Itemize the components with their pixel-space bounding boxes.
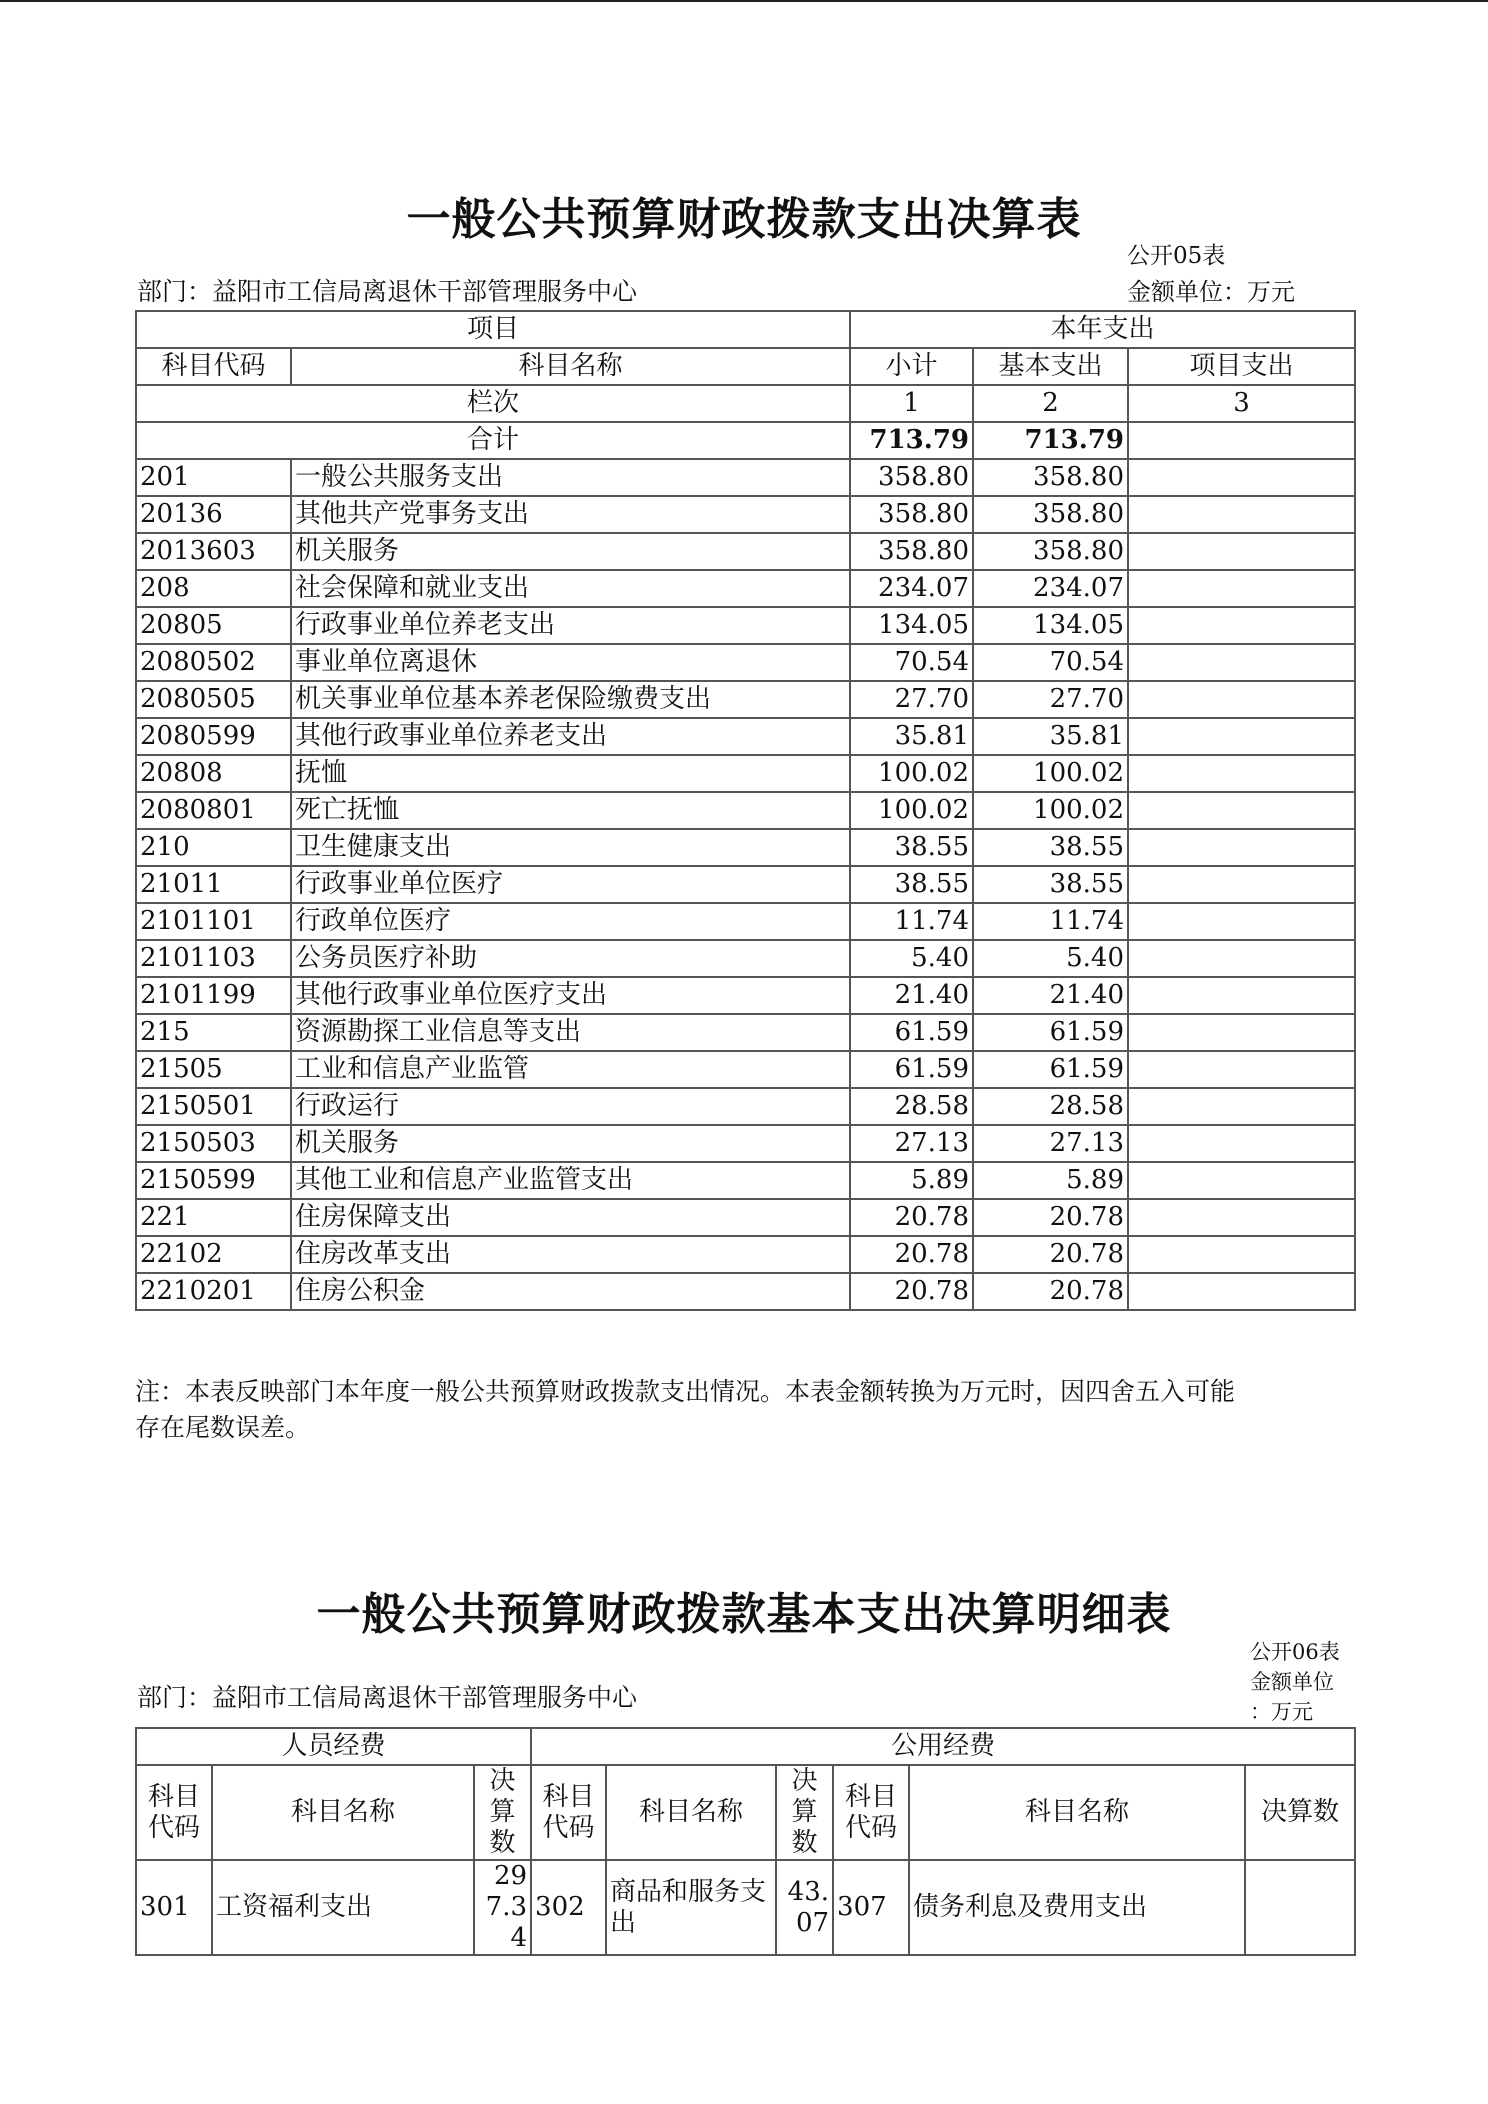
row-name: 死亡抚恤 [291, 792, 850, 829]
table-row [136, 755, 1355, 792]
row-basic: 27.70 [973, 681, 1128, 718]
row-code: 2150599 [136, 1162, 291, 1199]
row-basic: 100.02 [973, 792, 1128, 829]
row-subtotal: 5.89 [850, 1162, 973, 1199]
table-row [136, 496, 1355, 533]
row-code: 2101101 [136, 903, 291, 940]
table-row [136, 977, 1355, 1014]
table2-title: 一般公共预算财政拨款基本支出决算明细表 [316, 1589, 1172, 1640]
header-name: 科目名称 [291, 348, 850, 385]
row-name: 卫生健康支出 [291, 829, 850, 866]
table2-form-number: 公开06表 [1250, 1640, 1340, 1664]
row-item [1128, 1088, 1355, 1125]
row-item [1128, 570, 1355, 607]
header-basic: 基本支出 [973, 348, 1128, 385]
row-basic: 28.58 [973, 1088, 1128, 1125]
row-name: 社会保障和就业支出 [291, 570, 850, 607]
total-basic: 713.79 [973, 422, 1128, 459]
row-item [1128, 1199, 1355, 1236]
row-item [1128, 644, 1355, 681]
row-code: 20805 [136, 607, 291, 644]
row-subtotal: 234.07 [850, 570, 973, 607]
table-row [136, 644, 1355, 681]
table1-header-row-2 [136, 348, 1355, 385]
row-item [1128, 496, 1355, 533]
row-subtotal: 21.40 [850, 977, 973, 1014]
row-item [1128, 940, 1355, 977]
row-subtotal: 358.80 [850, 533, 973, 570]
other-code: 307 [833, 1860, 909, 1955]
row-basic: 38.55 [973, 829, 1128, 866]
row-subtotal: 27.70 [850, 681, 973, 718]
row-code: 21011 [136, 866, 291, 903]
row-subtotal: 38.55 [850, 866, 973, 903]
table2 [135, 1727, 1356, 1956]
personnel-amount: 297.34 [474, 1860, 531, 1955]
row-basic: 11.74 [973, 903, 1128, 940]
row-code: 2101103 [136, 940, 291, 977]
table-row [136, 866, 1355, 903]
header-item: 项目支出 [1128, 348, 1355, 385]
table-row [136, 570, 1355, 607]
row-code: 2080502 [136, 644, 291, 681]
row-basic: 61.59 [973, 1051, 1128, 1088]
table-row [136, 1051, 1355, 1088]
goods-amount: 43.07 [776, 1860, 833, 1955]
row-subtotal: 358.80 [850, 496, 973, 533]
row-basic: 20.78 [973, 1199, 1128, 1236]
row-code: 221 [136, 1199, 291, 1236]
row-name: 住房公积金 [291, 1273, 850, 1310]
column-index-3: 3 [1128, 385, 1355, 422]
table-row [136, 459, 1355, 496]
row-basic: 358.80 [973, 459, 1128, 496]
total-item [1128, 422, 1355, 459]
row-code: 215 [136, 1014, 291, 1051]
row-basic: 134.05 [973, 607, 1128, 644]
header-project: 项目 [136, 311, 850, 348]
row-code: 2080505 [136, 681, 291, 718]
header-personnel-name: 科目名称 [212, 1765, 474, 1860]
row-code: 2013603 [136, 533, 291, 570]
row-subtotal: 38.55 [850, 829, 973, 866]
row-item [1128, 607, 1355, 644]
table1-department: 部门：益阳市工信局离退休干部管理服务中心 [137, 277, 638, 306]
table-row [136, 1014, 1355, 1051]
row-item [1128, 1236, 1355, 1273]
row-item [1128, 718, 1355, 755]
header-subtotal: 小计 [850, 348, 973, 385]
table-row [136, 792, 1355, 829]
row-name: 机关服务 [291, 1125, 850, 1162]
row-item [1128, 1273, 1355, 1310]
row-name: 行政运行 [291, 1088, 850, 1125]
table-row [136, 1162, 1355, 1199]
table-row [136, 718, 1355, 755]
row-basic: 234.07 [973, 570, 1128, 607]
row-name: 住房保障支出 [291, 1199, 850, 1236]
table2-unit-line-1: 金额单位 [1250, 1670, 1334, 1694]
table2-unit-line-2: ：万元 [1250, 1700, 1313, 1724]
table-row [136, 903, 1355, 940]
personnel-code: 301 [136, 1860, 212, 1955]
row-subtotal: 35.81 [850, 718, 973, 755]
row-subtotal: 100.02 [850, 755, 973, 792]
row-subtotal: 134.05 [850, 607, 973, 644]
row-item [1128, 866, 1355, 903]
table-row [136, 1236, 1355, 1273]
row-item [1128, 1125, 1355, 1162]
header-other-code: 科目代码 [833, 1765, 909, 1860]
table1-column-index-row [136, 385, 1355, 422]
row-name: 一般公共服务支出 [291, 459, 850, 496]
row-item [1128, 681, 1355, 718]
row-subtotal: 20.78 [850, 1273, 973, 1310]
row-item [1128, 533, 1355, 570]
table1-form-number: 公开05表 [1127, 243, 1226, 269]
row-basic: 358.80 [973, 533, 1128, 570]
table-row [136, 533, 1355, 570]
row-code: 2150501 [136, 1088, 291, 1125]
row-basic: 20.78 [973, 1236, 1128, 1273]
row-basic: 27.13 [973, 1125, 1128, 1162]
table1-title: 一般公共预算财政拨款支出决算表 [406, 194, 1082, 245]
personnel-name: 工资福利支出 [212, 1860, 474, 1955]
row-name: 行政事业单位医疗 [291, 866, 850, 903]
row-name: 其他共产党事务支出 [291, 496, 850, 533]
table1-header-row-1 [136, 311, 1355, 348]
column-index-1: 1 [850, 385, 973, 422]
row-subtotal: 27.13 [850, 1125, 973, 1162]
row-name: 工业和信息产业监管 [291, 1051, 850, 1088]
table1 [135, 310, 1356, 1311]
row-basic: 70.54 [973, 644, 1128, 681]
other-amount [1245, 1860, 1355, 1955]
row-basic: 61.59 [973, 1014, 1128, 1051]
row-item [1128, 459, 1355, 496]
row-subtotal: 358.80 [850, 459, 973, 496]
header-code: 科目代码 [136, 348, 291, 385]
row-name: 其他行政事业单位医疗支出 [291, 977, 850, 1014]
header-public: 公用经费 [531, 1728, 1355, 1765]
top-border-line [0, 0, 1488, 2]
row-subtotal: 100.02 [850, 792, 973, 829]
row-name: 住房改革支出 [291, 1236, 850, 1273]
row-item [1128, 1051, 1355, 1088]
row-subtotal: 61.59 [850, 1051, 973, 1088]
row-code: 2210201 [136, 1273, 291, 1310]
row-basic: 5.40 [973, 940, 1128, 977]
row-basic: 5.89 [973, 1162, 1128, 1199]
row-subtotal: 28.58 [850, 1088, 973, 1125]
column-index-2: 2 [973, 385, 1128, 422]
row-subtotal: 61.59 [850, 1014, 973, 1051]
header-goods-code: 科目代码 [531, 1765, 606, 1860]
row-basic: 20.78 [973, 1273, 1128, 1310]
row-code: 208 [136, 570, 291, 607]
table-row [136, 1199, 1355, 1236]
row-code: 201 [136, 459, 291, 496]
row-item [1128, 1162, 1355, 1199]
header-other-name: 科目名称 [909, 1765, 1245, 1860]
table2-header-row-2 [136, 1765, 1355, 1860]
row-code: 210 [136, 829, 291, 866]
row-name: 事业单位离退休 [291, 644, 850, 681]
table2-header-row-1 [136, 1728, 1355, 1765]
row-subtotal: 20.78 [850, 1199, 973, 1236]
row-name: 机关事业单位基本养老保险缴费支出 [291, 681, 850, 718]
header-other-amount: 决算数 [1245, 1765, 1355, 1860]
table1-total-row [136, 422, 1355, 459]
row-subtotal: 20.78 [850, 1236, 973, 1273]
other-name: 债务利息及费用支出 [909, 1860, 1245, 1955]
row-name: 行政事业单位养老支出 [291, 607, 850, 644]
table-row [136, 1125, 1355, 1162]
goods-code: 302 [531, 1860, 606, 1955]
row-name: 资源勘探工业信息等支出 [291, 1014, 850, 1051]
row-code: 2080599 [136, 718, 291, 755]
row-item [1128, 755, 1355, 792]
row-code: 22102 [136, 1236, 291, 1273]
row-name: 抚恤 [291, 755, 850, 792]
row-item [1128, 977, 1355, 1014]
row-basic: 100.02 [973, 755, 1128, 792]
row-code: 20136 [136, 496, 291, 533]
row-basic: 21.40 [973, 977, 1128, 1014]
row-item [1128, 792, 1355, 829]
table2-department: 部门：益阳市工信局离退休干部管理服务中心 [137, 1683, 638, 1712]
row-code: 2150503 [136, 1125, 291, 1162]
header-personnel-code: 科目代码 [136, 1765, 212, 1860]
table-row [136, 829, 1355, 866]
row-basic: 38.55 [973, 866, 1128, 903]
row-subtotal: 5.40 [850, 940, 973, 977]
row-subtotal: 70.54 [850, 644, 973, 681]
table1-note-line-2: 存在尾数误差。 [135, 1413, 311, 1442]
table1-note-line-1: 注：本表反映部门本年度一般公共预算财政拨款支出情况。本表金额转换为万元时，因四舍五入可能 [135, 1377, 1236, 1406]
table-row [136, 607, 1355, 644]
row-code: 20808 [136, 755, 291, 792]
row-name: 公务员医疗补助 [291, 940, 850, 977]
header-current-year: 本年支出 [850, 311, 1355, 348]
header-personnel: 人员经费 [136, 1728, 531, 1765]
header-personnel-amount: 决算数 [474, 1765, 531, 1860]
table-row [136, 940, 1355, 977]
row-code: 2101199 [136, 977, 291, 1014]
table1-unit: 金额单位：万元 [1127, 278, 1295, 306]
table-row [136, 1273, 1355, 1310]
header-goods-name: 科目名称 [606, 1765, 776, 1860]
column-index-label: 栏次 [136, 385, 850, 422]
total-label: 合计 [136, 422, 850, 459]
row-name: 行政单位医疗 [291, 903, 850, 940]
row-name: 其他工业和信息产业监管支出 [291, 1162, 850, 1199]
total-subtotal: 713.79 [850, 422, 973, 459]
row-item [1128, 903, 1355, 940]
row-code: 2080801 [136, 792, 291, 829]
header-goods-amount: 决算数 [776, 1765, 833, 1860]
row-name: 机关服务 [291, 533, 850, 570]
row-item [1128, 829, 1355, 866]
row-item [1128, 1014, 1355, 1051]
row-basic: 358.80 [973, 496, 1128, 533]
table2-row [136, 1860, 1355, 1955]
row-code: 21505 [136, 1051, 291, 1088]
goods-name: 商品和服务支出 [606, 1860, 776, 1955]
table-row [136, 1088, 1355, 1125]
row-basic: 35.81 [973, 718, 1128, 755]
row-subtotal: 11.74 [850, 903, 973, 940]
table-row [136, 681, 1355, 718]
row-name: 其他行政事业单位养老支出 [291, 718, 850, 755]
